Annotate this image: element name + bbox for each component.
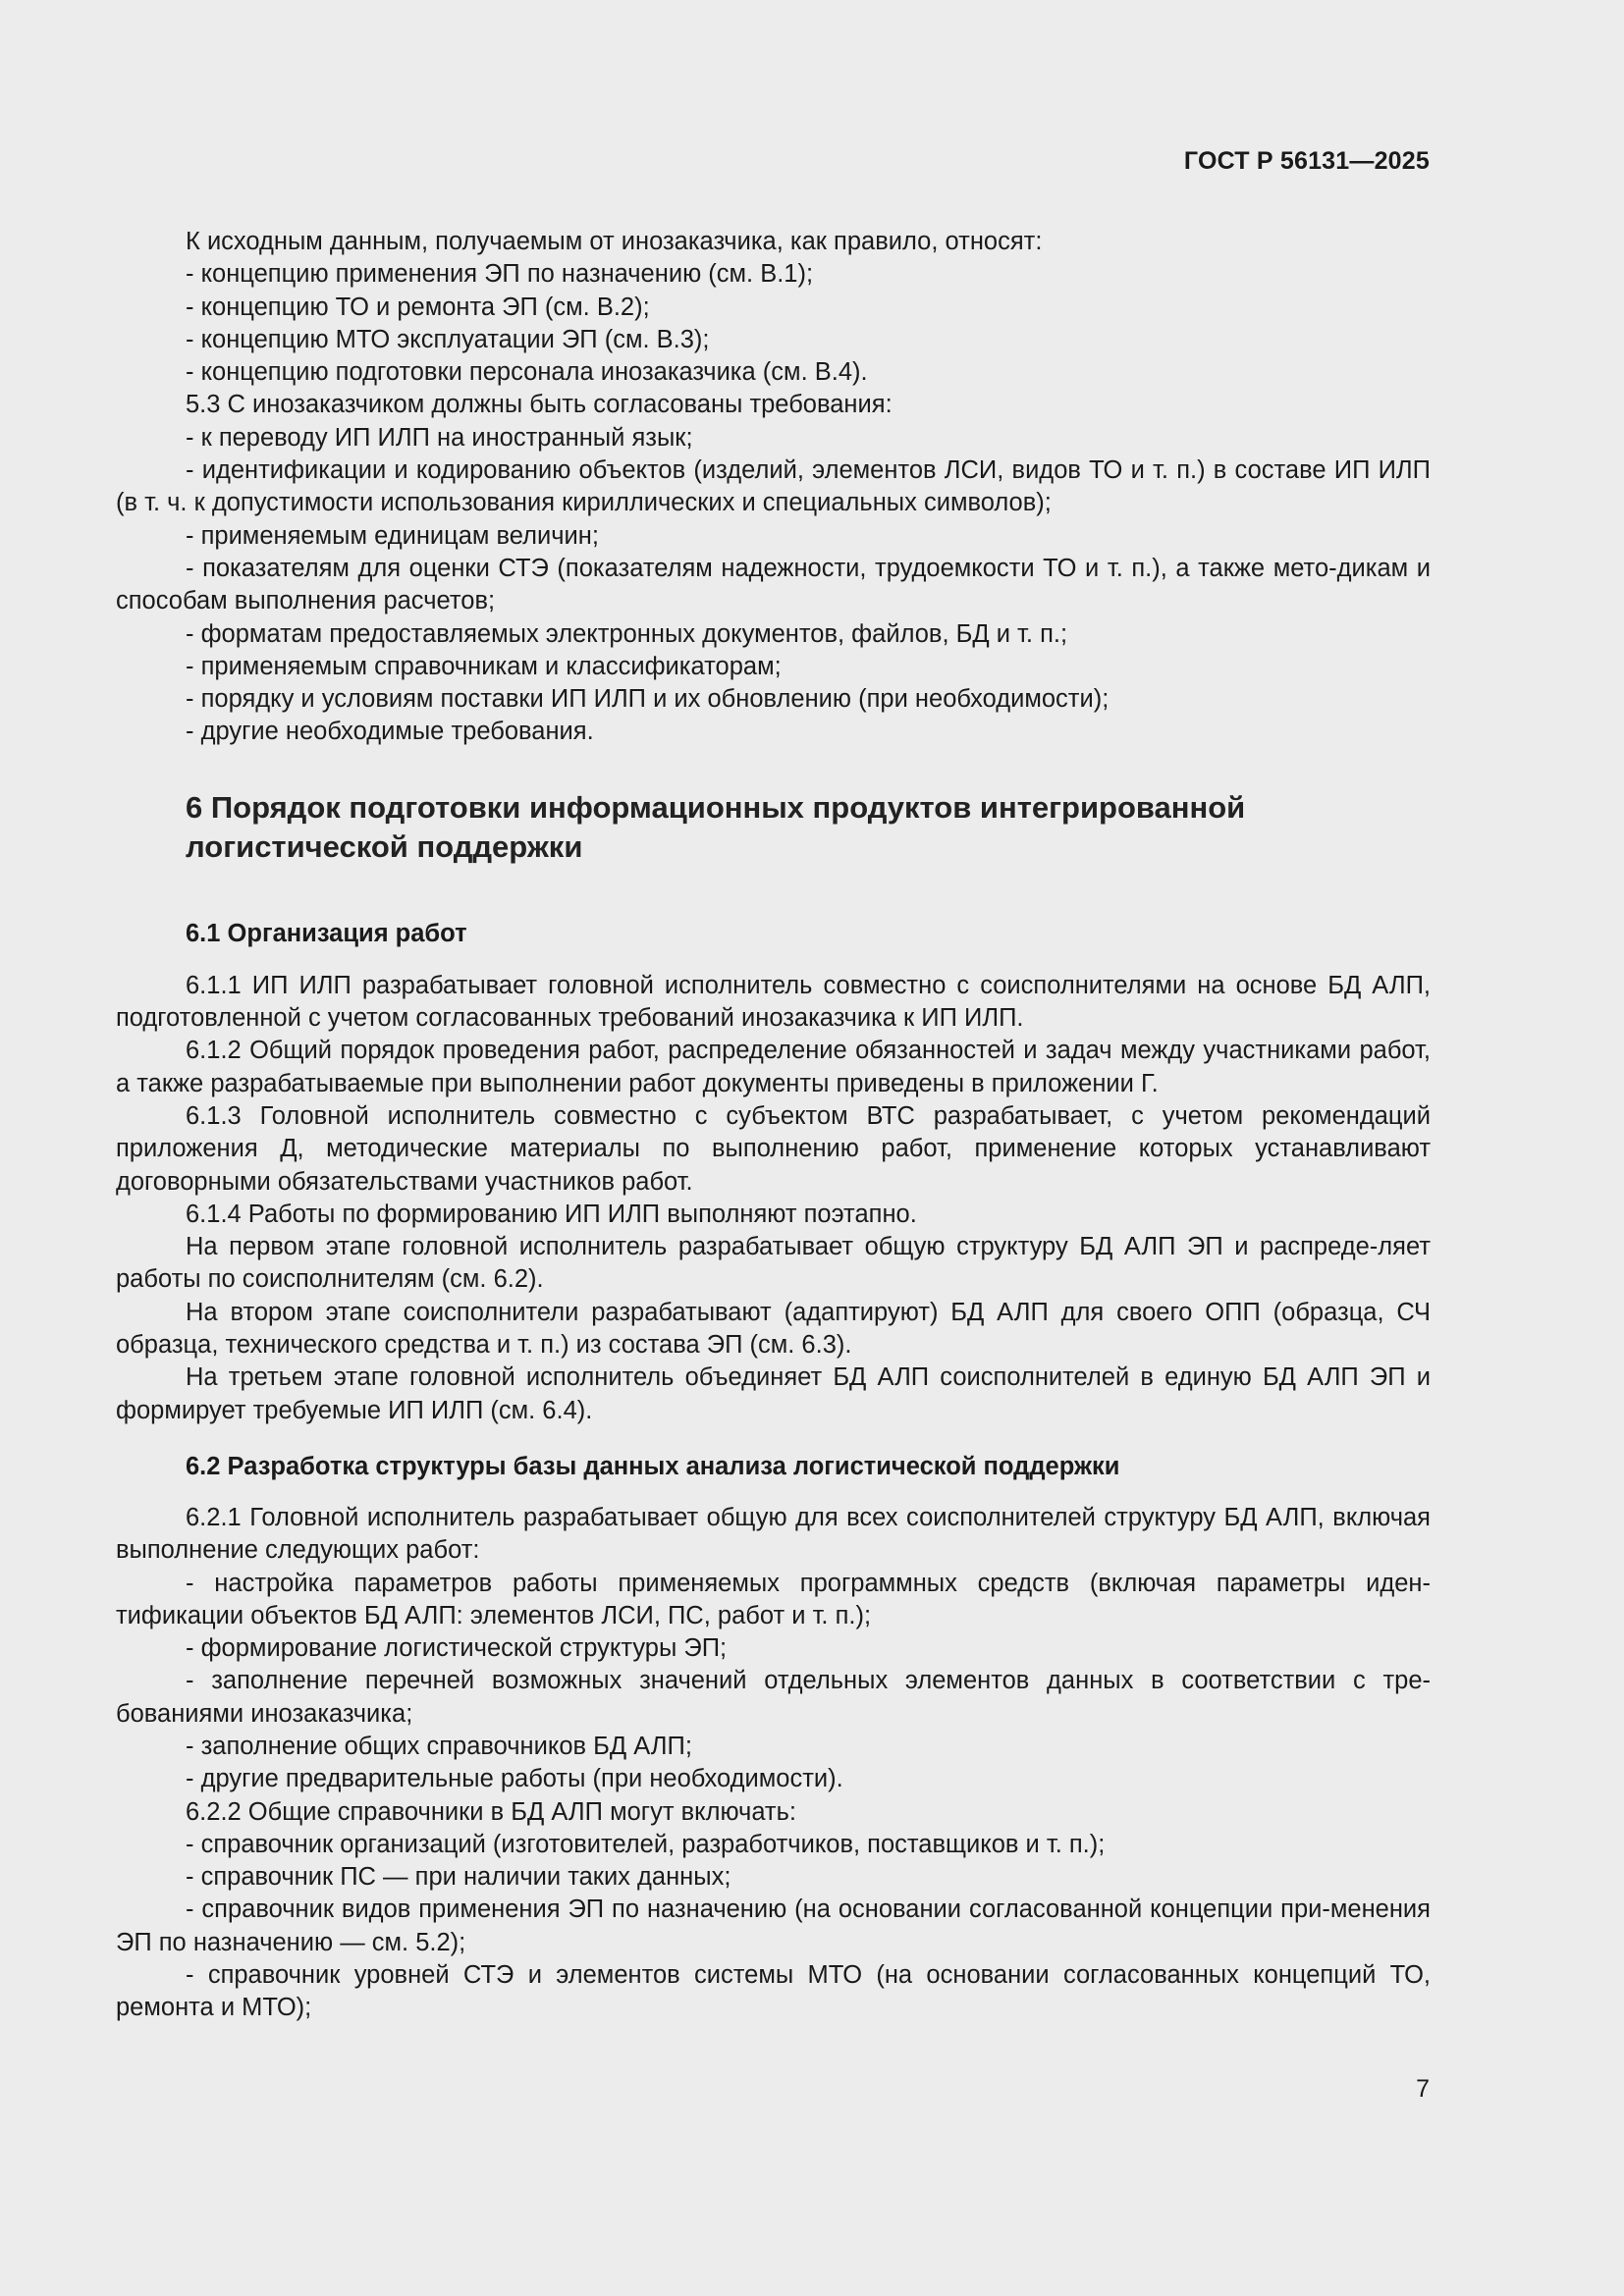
list-item: - другие предварительные работы (при необходимости). [186, 1765, 843, 1793]
list-item: - заполнение перечней возможных значений отдельных элементов данных в соответствии с тре-бованиями инозаказчика; [116, 1667, 1431, 1728]
list-item: - показателям для оценки СТЭ (показателям надежности, трудоемкости ТО и т. п.), а также мето-дикам и способам выполнения расчетов; [116, 554, 1431, 615]
list-item: - порядку и условиям поставки ИП ИЛП и их обновлению (при необходимости); [186, 685, 1110, 714]
paragraph: На втором этапе соисполнители разрабатывают (адаптируют) БД АЛП для своего ОПП (образца, СЧ образца, технического средства и т. п.) из состава ЭП (см. 6.3). [116, 1298, 1431, 1360]
section-6-heading: 6 Порядок подготовки информационных продуктов интегрированной логистической поддержки [186, 789, 1246, 864]
list-item: - настройка параметров работы применяемых программных средств (включая параметры иден-тификации объектов БД АЛП: элементов ЛСИ, ПС, работ и т. п.); [116, 1569, 1431, 1629]
list-item: - справочник организаций (изготовителей, разработчиков, поставщиков и т. п.); [186, 1830, 1106, 1858]
list-item: - применяемым единицам величин; [186, 521, 599, 550]
list-item: - справочник видов применения ЭП по назначению (на основании согласованной концепции при-менения ЭП по назначению — см. 5.2); [116, 1896, 1431, 1956]
list-item: - идентификации и кодированию объектов (изделий, элементов ЛСИ, видов ТО и т. п.) в составе ИП ИЛП (в т. ч. к допустимости использования кириллических и специальных символов); [116, 456, 1431, 517]
paragraph: 6.2.2 Общие справочники в БД АЛП могут включать: [186, 1797, 796, 1826]
paragraph: 6.1.1 ИП ИЛП разрабатывает головной исполнитель совместно с соисполнителями на основе БД АЛП, подготовленной с учетом согласованных требований инозаказчика к ИП ИЛП. [116, 971, 1431, 1033]
list-item: - применяемым справочникам и классификаторам; [186, 652, 782, 680]
list-item: - справочник уровней СТЭ и элементов системы МТО (на основании согласованных концепций ТО, ремонта и МТО); [116, 1961, 1431, 2022]
paragraph: На первом этапе головной исполнитель разрабатывает общую структуру БД АЛП ЭП и распреде-ляет работы по соисполнителям (см. 6.2). [116, 1233, 1431, 1294]
list-item: - форматам предоставляемых электронных документов, файлов, БД и т. п.; [186, 619, 1068, 648]
list-item: - концепцию ТО и ремонта ЭП (см. В.2); [186, 293, 650, 321]
document-code: ГОСТ Р 56131—2025 [1183, 147, 1430, 175]
list-item: - к переводу ИП ИЛП на иностранный язык; [186, 423, 693, 452]
intro-lead: К исходным данным, получаемым от инозаказчика, как правило, относят: [186, 228, 1043, 255]
paragraph: На третьем этапе головной исполнитель объединяет БД АЛП соисполнителей в единую БД АЛП ЭП и формирует требуемые ИП ИЛП (см. 6.4). [116, 1363, 1431, 1424]
list-item: - другие необходимые требования. [186, 718, 594, 746]
paragraph: 6.2.1 Головной исполнитель разрабатывает общую для всех соисполнителей структуру БД АЛП, включая выполнение следующих работ: [116, 1503, 1431, 1565]
paragraph: 6.1.3 Головной исполнитель совместно с субъектом ВТС разрабатывает, с учетом рекомендаций приложения Д, методические материалы по выполнению работ, применение которых устанавливают договорными обязательствами участников работ. [116, 1101, 1431, 1196]
list-item: - заполнение общих справочников БД АЛП; [186, 1732, 692, 1760]
paragraph: 6.1.4 Работы по формированию ИП ИЛП выполняют поэтапно. [186, 1200, 917, 1228]
list-item: - концепцию подготовки персонала инозаказчика (см. В.4). [186, 358, 868, 387]
list-item: - формирование логистической структуры ЭП; [186, 1634, 728, 1663]
page-number: 7 [1416, 2075, 1430, 2103]
paragraph: 6.1.2 Общий порядок проведения работ, распределение обязанностей и задач между участниками работ, а также разрабатываемые при выполнении работ документы приведены в приложении Г. [116, 1037, 1431, 1097]
subsection-6-2-heading: 6.2 Разработка структуры базы данных анализа логистической поддержки [186, 1452, 1120, 1480]
list-item: - концепцию МТО эксплуатации ЭП (см. В.3); [186, 325, 710, 353]
list-item: - справочник ПС — при наличии таких данных; [186, 1863, 731, 1892]
subsection-6-1-heading: 6.1 Организация работ [186, 919, 467, 947]
list-item: - концепцию применения ЭП по назначению (см. В.1); [186, 260, 814, 289]
clause-5-3-lead: 5.3 С инозаказчиком должны быть согласованы требования: [186, 391, 893, 419]
page-content [116, 226, 1431, 2025]
